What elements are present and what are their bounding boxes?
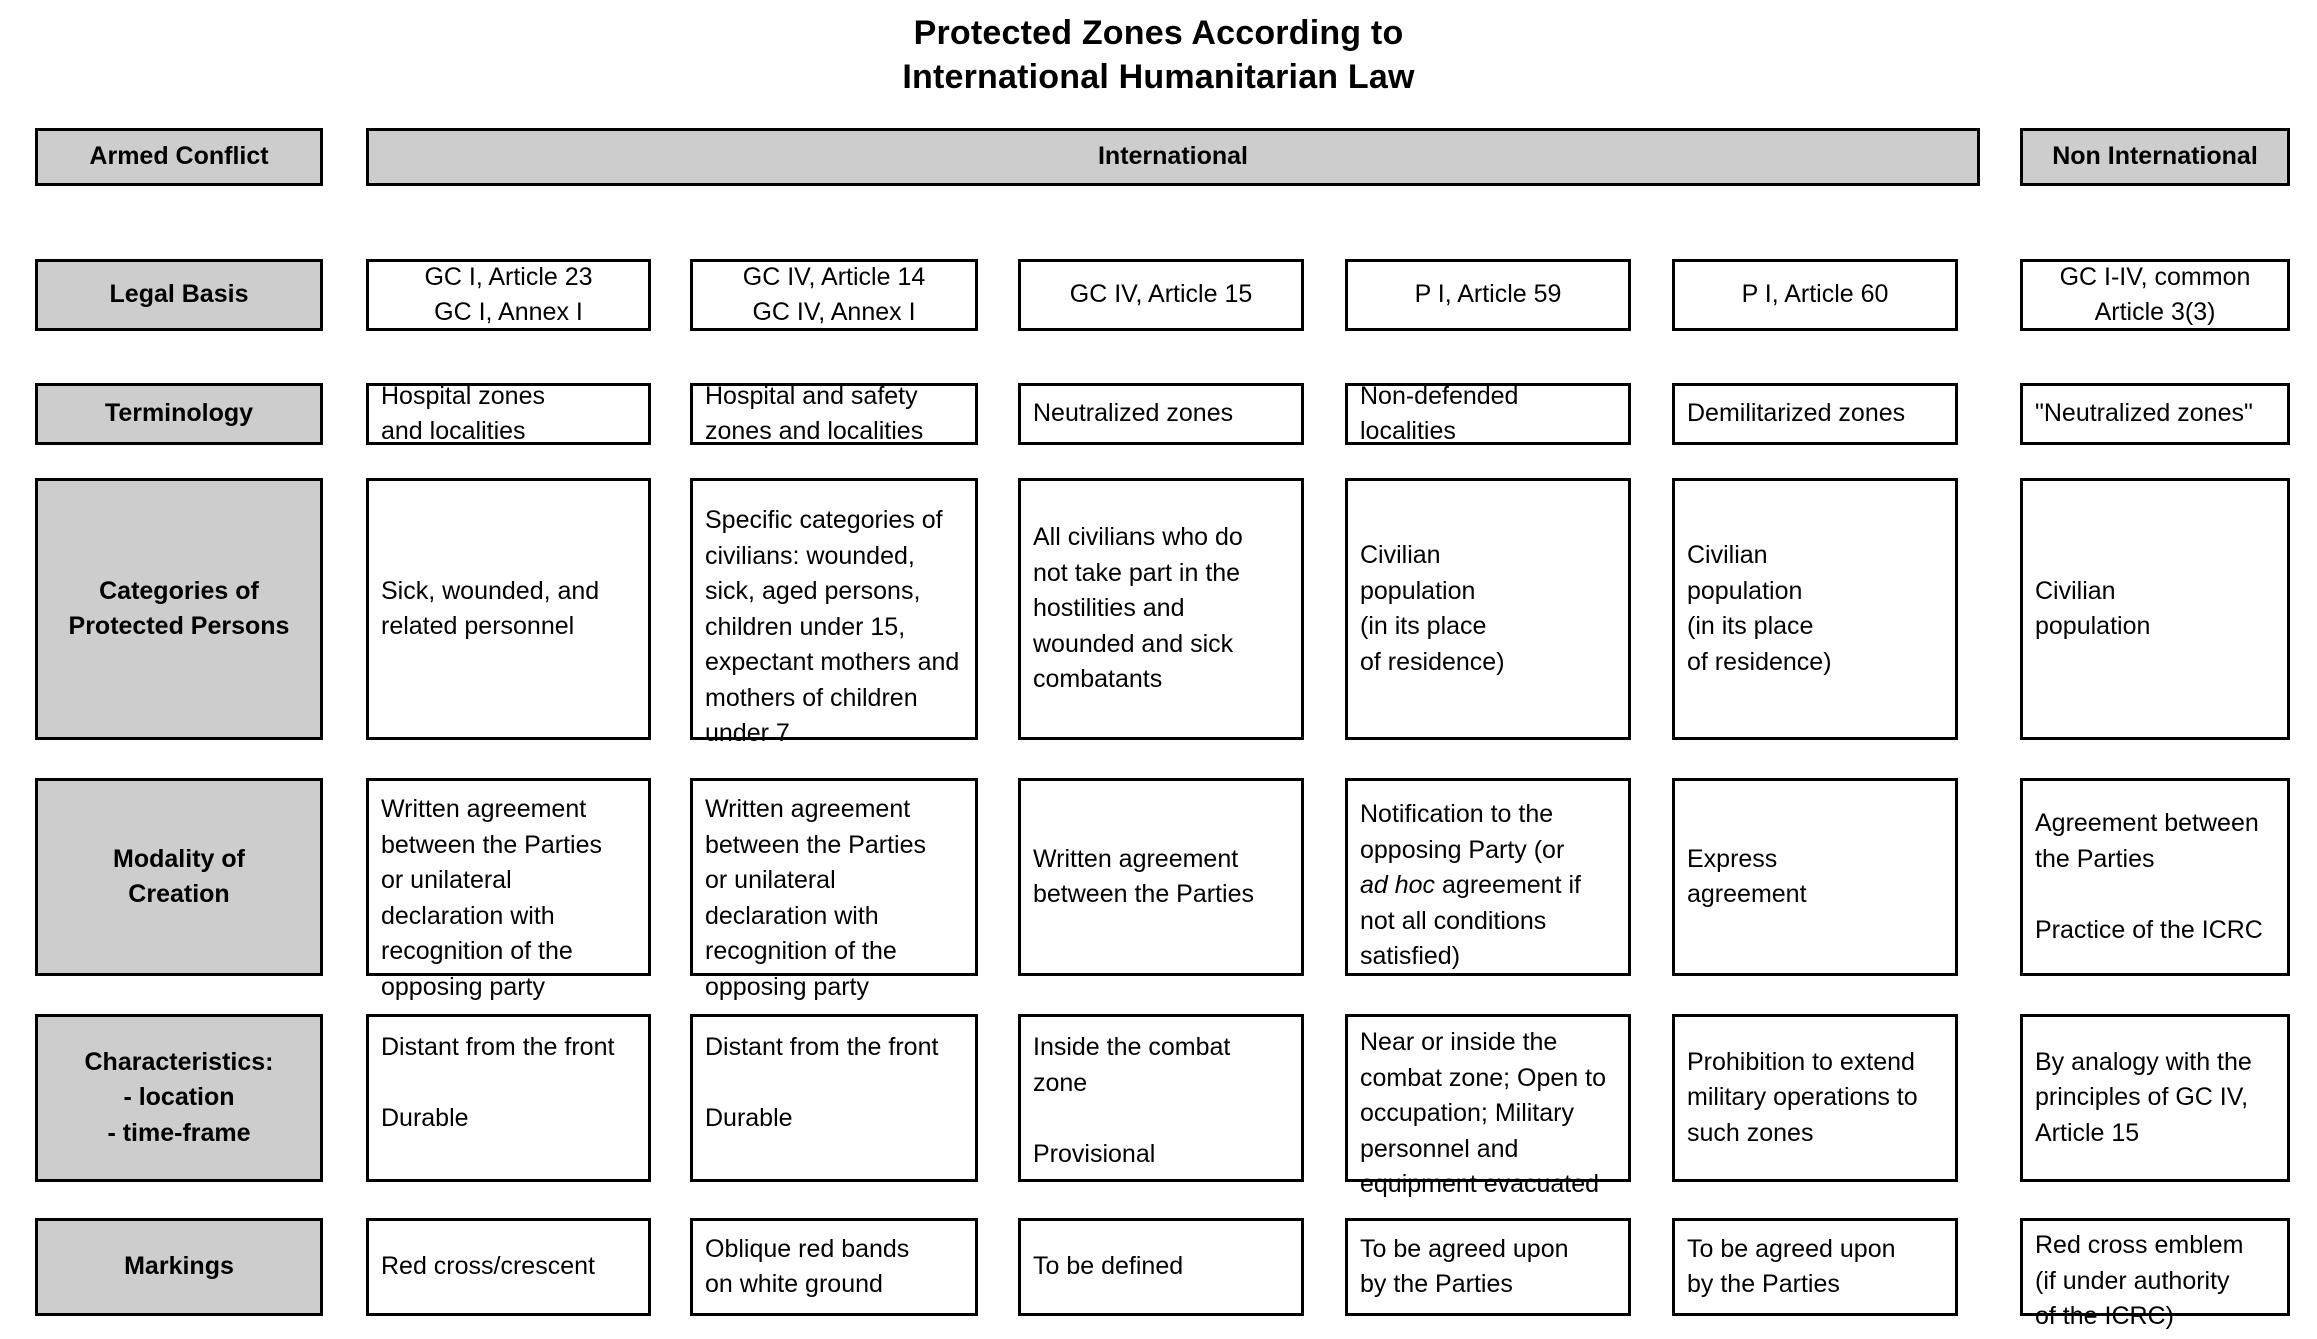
characteristics-line: principles of GC IV, <box>2035 1083 2249 1112</box>
characteristics-line: Distant from the front <box>705 1033 939 1061</box>
characteristics-line: By analogy with the <box>2035 1047 2252 1076</box>
characteristics-blank-line <box>705 1066 963 1102</box>
categories-line: civilians: wounded, <box>705 541 915 570</box>
cell-markings-pi-art60 <box>1672 1218 1958 1316</box>
legal-basis-line: GC I-IV, common <box>2059 262 2251 291</box>
characteristics-line: Near or inside the <box>1360 1028 1558 1056</box>
cell-categories-pi-art60 <box>1672 478 1958 740</box>
row-label-legal-basis <box>35 259 323 331</box>
cell-characteristics-gc4-art14 <box>690 1014 978 1182</box>
modality-line: not all conditions <box>1360 906 1547 935</box>
modality-line: recognition of the <box>705 937 897 965</box>
modality-line: declaration with <box>381 901 555 930</box>
categories-line: expectant mothers and <box>705 648 960 676</box>
characteristics-line: Durable <box>381 1104 469 1132</box>
categories-line: sick, aged persons, <box>705 577 921 605</box>
terminology-line: "Neutralized zones" <box>2035 399 2253 428</box>
cell-markings-pi-art59 <box>1345 1218 1631 1316</box>
cell-characteristics-gc1-art23 <box>366 1014 651 1182</box>
characteristics-blank-line <box>1033 1101 1289 1137</box>
page-title-line-1: Protected Zones According to <box>913 14 1404 52</box>
categories-line: (in its place <box>1360 612 1487 640</box>
characteristics-line: Provisional <box>1033 1139 1156 1168</box>
row-label-modality <box>35 778 323 976</box>
categories-line: related personnel <box>381 612 575 640</box>
characteristics-line: Prohibition to extend <box>1687 1047 1915 1076</box>
characteristics-line: equipment evacuated <box>1360 1170 1600 1198</box>
categories-line: not take part in the <box>1033 558 1241 587</box>
terminology-line: zones and localities <box>705 417 924 445</box>
modality-line: or unilateral <box>381 866 512 894</box>
characteristics-blank-line <box>381 1066 636 1102</box>
categories-line: children under 15, <box>705 612 906 641</box>
modality-line: Written agreement <box>705 795 911 823</box>
cell-terminology-pi-art59 <box>1345 383 1631 445</box>
modality-line: satisfied) <box>1360 942 1461 970</box>
modality-line: Practice of the ICRC <box>2035 915 2263 944</box>
row-label-modality-line-2: Creation <box>128 880 230 908</box>
header-international-text: International <box>1097 142 1248 171</box>
row-label-armed-conflict <box>35 128 323 186</box>
cell-categories-gc4-art15 <box>1018 478 1304 740</box>
modality-line: Written agreement <box>381 795 587 823</box>
cell-legal-basis-pi-art60 <box>1672 259 1958 331</box>
legal-basis-line: P I, Article 60 <box>1741 280 1889 309</box>
categories-line: Civilian <box>1360 541 1441 569</box>
characteristics-line: such zones <box>1687 1118 1814 1147</box>
row-label-categories <box>35 478 323 740</box>
categories-line: of residence) <box>1360 647 1505 676</box>
ad-hoc-italic: ad hoc <box>1360 871 1436 899</box>
modality-line: Agreement between <box>2035 809 2259 837</box>
cell-modality-pi-art60 <box>1672 778 1958 976</box>
cell-markings-gc4-art14 <box>690 1218 978 1316</box>
cell-categories-pi-art59 <box>1345 478 1631 740</box>
cell-characteristics-pi-art60 <box>1672 1014 1958 1182</box>
legal-basis-line: GC I, Annex I <box>434 298 583 326</box>
categories-line: population <box>1687 576 1803 605</box>
markings-line: To be agreed upon <box>1360 1234 1569 1263</box>
terminology-line: Non-defended localities <box>1360 381 1519 445</box>
row-label-armed-conflict-text: Armed Conflict <box>89 142 269 171</box>
cell-markings-gc1-4-common-art3 <box>2020 1218 2290 1330</box>
markings-line: of the ICRC) <box>2035 1302 2174 1330</box>
cell-characteristics-gc4-art15 <box>1018 1014 1304 1182</box>
cell-modality-gc1-4-common-art3 <box>2020 778 2290 976</box>
row-label-markings-text: Markings <box>124 1252 234 1281</box>
markings-line: (if under authority <box>2035 1266 2230 1295</box>
terminology-line: Neutralized zones <box>1033 399 1234 428</box>
categories-line: mothers of children <box>705 683 918 712</box>
cell-markings-gc4-art15 <box>1018 1218 1304 1316</box>
characteristics-line: occupation; Military <box>1360 1099 1574 1127</box>
categories-line: under 7 <box>705 719 790 747</box>
categories-line: (in its place <box>1687 612 1814 640</box>
legal-basis-line: GC IV, Article 14 <box>742 262 926 291</box>
categories-line: population <box>1360 576 1476 605</box>
row-label-characteristics-line-2: - location <box>123 1083 235 1112</box>
cell-legal-basis-gc1-4-common-art3 <box>2020 259 2290 331</box>
cell-modality-gc4-art14 <box>690 778 978 1001</box>
markings-line: To be defined <box>1033 1252 1184 1281</box>
characteristics-line: personnel and <box>1360 1134 1519 1163</box>
row-label-categories-line-1: Categories of <box>99 576 259 605</box>
page-title-line-2: International Humanitarian Law <box>902 57 1415 96</box>
characteristics-line: Article 15 <box>2035 1118 2140 1147</box>
characteristics-line: combat zone; Open to <box>1360 1063 1606 1092</box>
row-label-terminology-text: Terminology <box>104 399 254 428</box>
legal-basis-line: GC I, Article 23 <box>424 262 593 291</box>
row-label-characteristics-line-1: Characteristics: <box>84 1047 274 1076</box>
row-label-terminology <box>35 383 323 445</box>
cell-terminology-gc1-art23 <box>366 383 651 445</box>
modality-line-italic <box>1360 868 1616 904</box>
markings-line: by the Parties <box>1360 1270 1513 1298</box>
cell-legal-basis-gc1-art23 <box>366 259 651 331</box>
row-label-modality-line-1: Modality of <box>113 844 245 873</box>
modality-line: Written agreement <box>1033 844 1239 873</box>
cell-legal-basis-gc4-art15 <box>1018 259 1304 331</box>
cell-characteristics-pi-art59 <box>1345 1014 1631 1198</box>
cell-modality-gc4-art15 <box>1018 778 1304 976</box>
row-label-categories-line-2: Protected Persons <box>68 612 290 640</box>
markings-line: Oblique red bands <box>705 1234 910 1263</box>
modality-line: between the Parties <box>381 830 602 859</box>
markings-line: by the Parties <box>1687 1270 1840 1298</box>
characteristics-line: military operations to <box>1687 1083 1918 1112</box>
cell-terminology-gc4-art14 <box>690 383 978 445</box>
modality-line: Notification to the <box>1360 800 1554 828</box>
modality-line: between the Parties <box>705 830 926 859</box>
characteristics-line: Distant from the front <box>381 1033 615 1061</box>
cell-terminology-gc4-art15 <box>1018 383 1304 445</box>
categories-line: All civilians who do <box>1033 523 1243 552</box>
cell-legal-basis-pi-art59 <box>1345 259 1631 331</box>
modality-line: opposing Party (or <box>1360 835 1565 864</box>
modality-line: opposing party <box>381 972 546 1001</box>
row-label-characteristics <box>35 1014 323 1182</box>
categories-line: hostilities and <box>1033 594 1185 623</box>
modality-line: recognition of the <box>381 937 573 965</box>
markings-line: Red cross/crescent <box>381 1252 595 1281</box>
modality-line: Express <box>1687 844 1778 873</box>
row-label-legal-basis-text: Legal Basis <box>109 280 249 309</box>
categories-line: Civilian <box>2035 576 2116 605</box>
terminology-line: Demilitarized zones <box>1687 399 1906 428</box>
header-international <box>366 128 1980 186</box>
legal-basis-line: Article 3(3) <box>2094 298 2216 326</box>
categories-line: of residence) <box>1687 647 1832 676</box>
markings-line: on white ground <box>705 1270 883 1298</box>
header-non-international-text: Non International <box>2052 142 2258 171</box>
categories-line: Civilian <box>1687 541 1768 569</box>
modality-line: declaration with <box>705 901 879 930</box>
row-label-characteristics-line-3: - time-frame <box>107 1118 251 1147</box>
modality-line: between the Parties <box>1033 880 1254 908</box>
modality-line: agreement <box>1687 880 1807 908</box>
cell-categories-gc1-art23 <box>366 478 651 740</box>
ad-hoc-rest: agreement if <box>1435 871 1581 899</box>
cell-markings-gc1-art23 <box>366 1218 651 1316</box>
markings-line: To be agreed upon <box>1687 1234 1896 1263</box>
categories-line: Sick, wounded, and <box>381 576 600 605</box>
categories-line: combatants <box>1033 665 1163 694</box>
cell-modality-pi-art59 <box>1345 778 1631 976</box>
cell-categories-gc1-4-common-art3 <box>2020 478 2290 740</box>
modality-line: or unilateral <box>705 866 836 894</box>
legal-basis-line: GC IV, Annex I <box>752 298 916 326</box>
markings-line: Red cross emblem <box>2035 1231 2244 1259</box>
legal-basis-line: P I, Article 59 <box>1414 280 1562 309</box>
categories-line: wounded and sick <box>1033 629 1234 658</box>
modality-line: the Parties <box>2035 844 2155 873</box>
legal-basis-line: GC IV, Article 15 <box>1069 280 1253 309</box>
cell-legal-basis-gc4-art14 <box>690 259 978 331</box>
cell-characteristics-gc1-4-common-art3 <box>2020 1014 2290 1182</box>
cell-terminology-pi-art60 <box>1672 383 1958 445</box>
header-non-international <box>2020 128 2290 186</box>
modality-line: opposing party <box>705 972 870 1001</box>
terminology-line: and localities <box>381 417 526 445</box>
modality-blank-line <box>2035 877 2275 913</box>
categories-line: Specific categories of <box>705 506 943 534</box>
characteristics-line: Durable <box>705 1104 793 1132</box>
cell-categories-gc4-art14 <box>690 478 978 747</box>
cell-terminology-gc1-4-common-art3 <box>2020 383 2290 445</box>
terminology-line: Hospital zones <box>381 381 545 410</box>
row-label-markings <box>35 1218 323 1316</box>
categories-line: population <box>2035 612 2151 640</box>
terminology-line: Hospital and safety <box>705 381 918 410</box>
cell-modality-gc1-art23 <box>366 778 651 1001</box>
characteristics-line: Inside the combat zone <box>1033 1033 1231 1097</box>
